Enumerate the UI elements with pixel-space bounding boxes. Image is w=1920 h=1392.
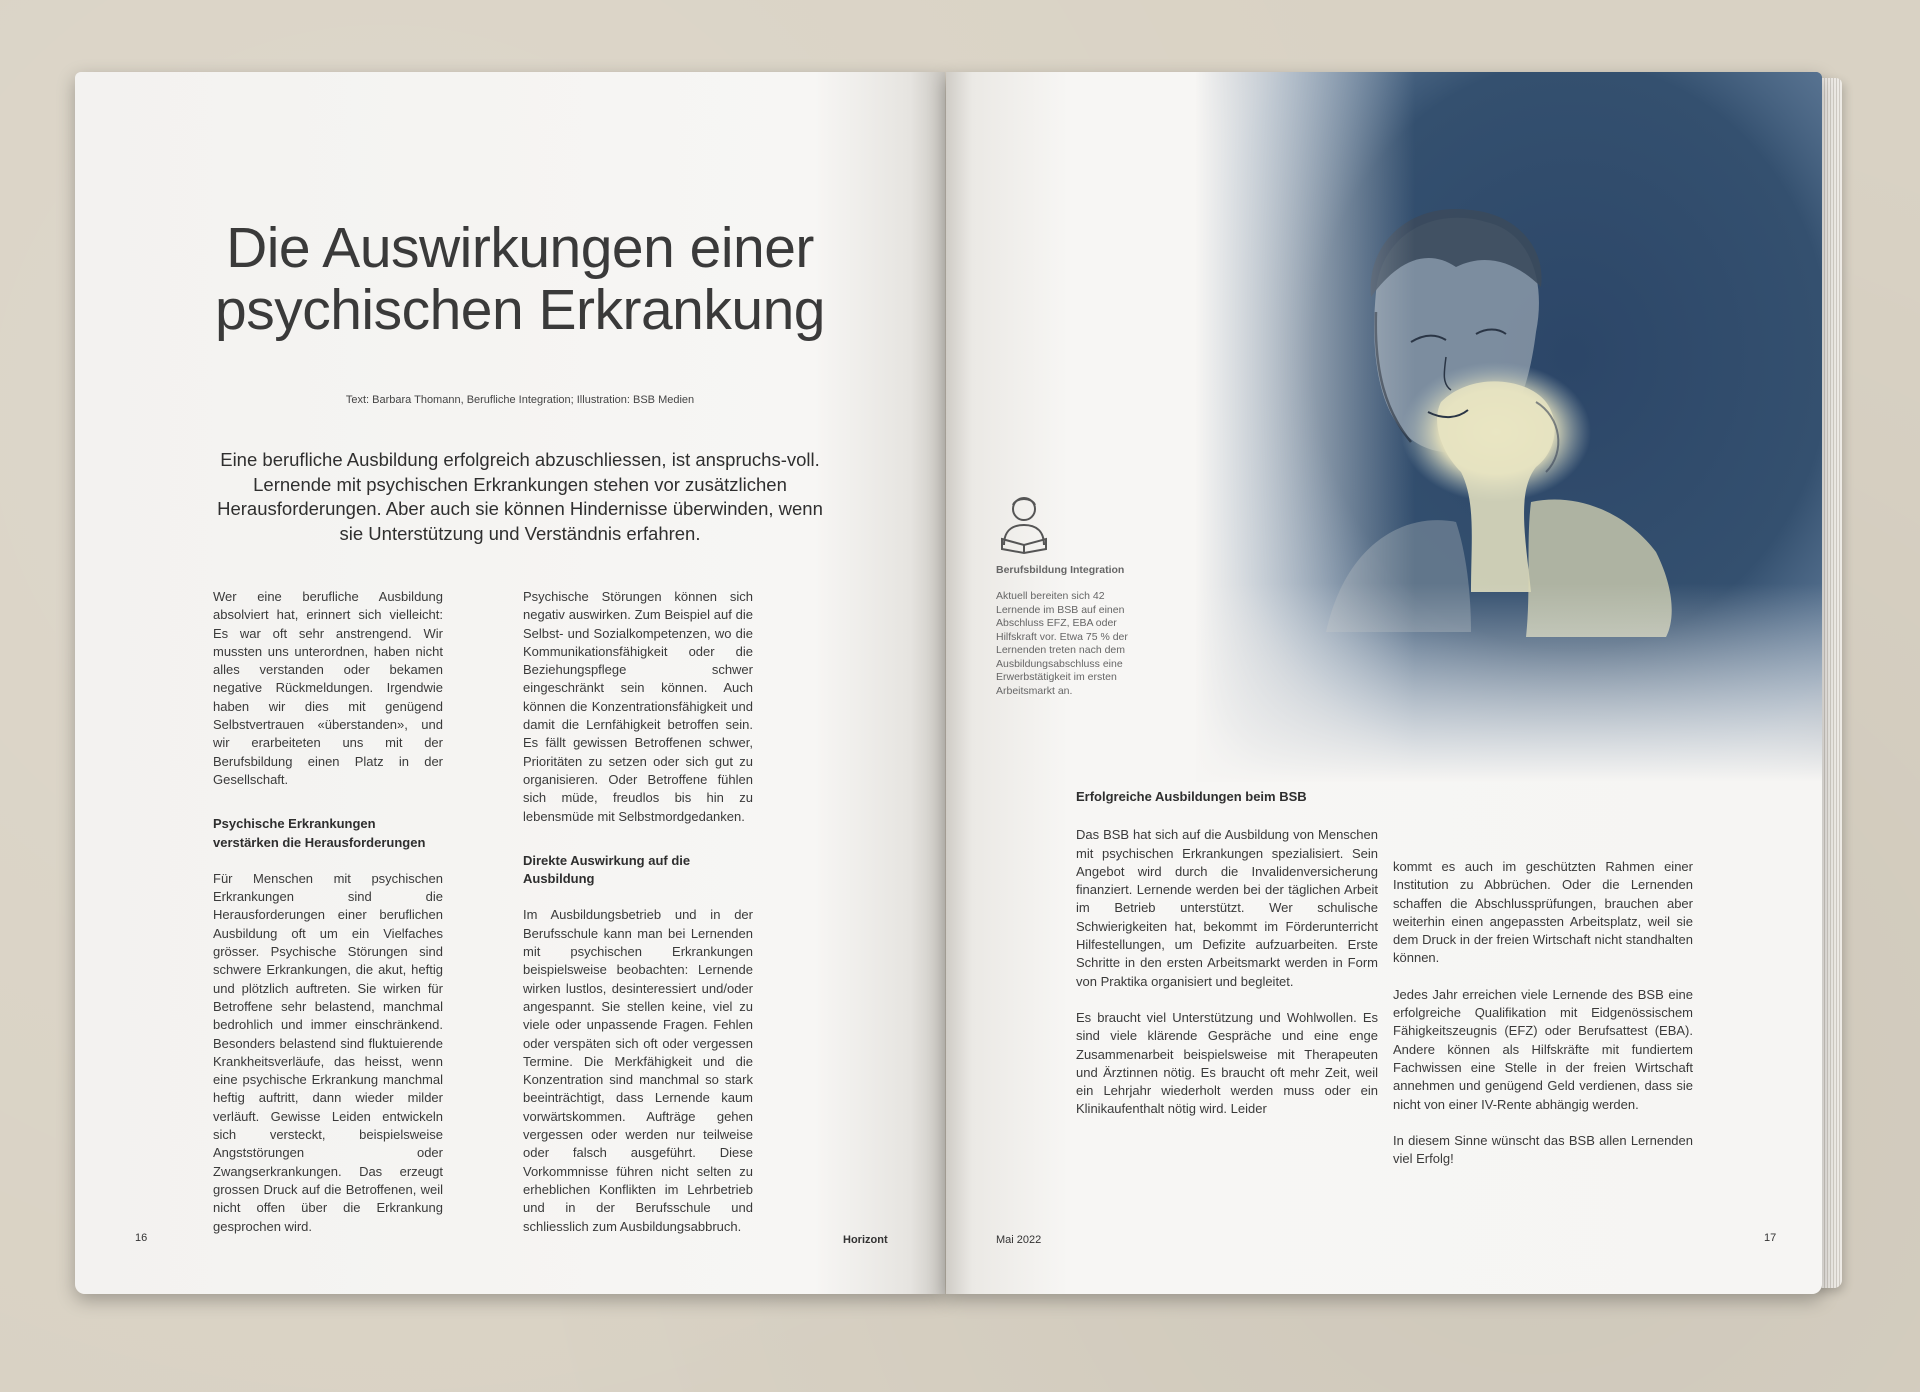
paragraph: Jedes Jahr erreichen viele Lernende des BSB eine erfolgreiche Qualifikation mit Eidgenössischem Fähigkeitszeugnis (EFZ) oder Berufsattest (EBA). Andere können als Hilfskräfte mit fundiertem Fachwissen eine Stelle in der freien Wirtschaft annehmen und genügend Geld verdienen, dass sie nicht von einer IV-Rente abhängig werden. [1393,986,1693,1112]
issue-date: Mai 2022 [996,1234,1042,1246]
paragraph: Das BSB hat sich auf die Ausbildung von Menschen mit psychischen Erkrankungen spezialisiert. Sein Angebot wird durch die Invalidenversicherung finanziert. Lernende werden bei der täglichen Arbeit im Betrieb unterstützt. Wer schulische Schwierigkeiten hat, bekommt im Förderunterricht Hilfestellungen, um Defizite aufzuarbeiten. Erste Schritte in den ersten Arbeitsmarkt werden in Form von Praktika organisiert und begleitet. [1076,827,1378,989]
right-column-2 [1393,858,1693,1186]
title-line-1: Die Auswirkungen einer [226,216,814,280]
paragraph: Im Ausbildungsbetrieb und in der Berufsschule kann man bei Lernenden mit psychischen Erkrankungen beispielsweise beobachten: Lernende wirken lustlos, desinteressiert und/oder angespannt. Sie stellen keine, viel zu viele oder unpassende Fragen. Fehlen oder verspäten sich oft oder vergessen Termine. Die Merkfähigkeit und die Konzentration sind manchmal so stark beeinträchtigt, dass Lernende kaum vorwärtskommen. Aufträge gehen vergessen oder werden nur teilweise oder falsch ausgeführt. Diese Vorkommnisse führen nicht selten zu erheblichen Konflikten im Lehrbetrieb und in der Berufsschule und schliesslich zum Ausbildungsabbruch. [523,907,753,1234]
page-number: 16 [135,1232,148,1244]
paragraph: kommt es auch im geschützten Rahmen einer Institution zu Abbrüchen. Oder die Lernenden schaffen die Abschlussprüfungen, brauchen aber weiterhin einen angepassten Arbeitsplatz, weil sie dem Druck in der freien Wirtschaft nicht standhalten können. [1393,859,1693,966]
title-line-2: psychischen Erkrankung [215,278,825,342]
page-number: 17 [1764,1232,1777,1244]
paragraph: Wer eine berufliche Ausbildung absolviert hat, erinnert sich vielleicht: Es war oft sehr anstrengend. Wir mussten uns unterordnen, haben nicht alles verstanden oder bekamen negative Rückmeldungen. Irgendwie haben wir dies mit genügend Selbstvertrauen «überstanden», und wir erarbeiteten uns mit der Berufsbildung einen Platz in der Gesellschaft. [213,589,443,787]
magazine-name: Horizont [843,1234,888,1246]
article-title [170,217,870,341]
sleeping-person-illustration [1196,72,1822,782]
paragraph: Es braucht viel Unterstützung und Wohlwollen. Es sind viele klärende Gespräche und eine enge Zusammenarbeit beispielsweise mit Therapeuten und Ärztinnen nötig. Es braucht oft mehr Zeit, weil ein Lehrjahr wiederholt werden muss oder ein Klinikaufenthalt nötig wird. Leider [1076,1009,1378,1117]
lead-paragraph: Eine berufliche Ausbildung erfolgreich abzuschliessen, ist anspruchs-voll. Lernende mit psychischen Erkrankungen stehen vor zusätzlichen Herausforderungen. Aber auch sie können Hindernisse überwinden, wenn sie Unterstützung und Verständnis erfahren. [217,449,823,544]
subheading: Erfolgreiche Ausbildungen beim BSB [1076,789,1307,804]
left-page [75,72,945,1294]
subheading: Psychische Erkrankungen verstärken die Herausforderungen [213,816,426,850]
author-credit: Text: Barbara Thomann, Berufliche Integration; Illustration: BSB Medien [345,394,695,406]
subheading: Direkte Auswirkung auf die Ausbildung [523,852,691,887]
paragraph: Für Menschen mit psychischen Erkrankungen sind die Herausforderungen einer beruflichen Ausbildung oft um ein Vielfaches grösser. Psychische Störungen sind schwere Erkrankungen, die akut, heftig und plötzlich auftreten. Sie wirken für Betroffene sehr belastend, manchmal bedrohlich und immer einschränkend. Besonders belastend sind fluktuierende Krankheitsverläufe, das heisst, wenn eine psychische Erkrankung manchmal heftig auftritt, dann wieder milder verläuft. Gewisse Leiden entwickeln sich versteckt, beispielsweise Angststörungen oder Zwangserkrankungen. Das erzeugt grossen Druck auf die Betroffenen, weil nicht offen über die Erkrankung gesprochen wird. [213,870,443,1234]
paragraph: In diesem Sinne wünscht das BSB allen Lernenden viel Erfolg! [1393,1132,1693,1167]
sidebar-text: Aktuell bereiten sich 42 Lernende im BSB auf einen Abschluss EFZ, EBA oder Hilfskraft vor. Etwa 75 % der Lernenden treten nach dem Ausbildungsabschluss eine Erwerbstätigkeit im ersten Arbeitsmarkt an. [996,590,1128,697]
right-column-1 [1076,788,1378,1137]
sidebar-title: Berufsbildung Integration [996,564,1125,576]
student-reading-icon [990,487,1058,555]
paragraph: Psychische Störungen können sich negativ auswirken. Zum Beispiel auf die Selbst- und Sozialkompetenzen, wo die Kommunikationsfähigkeit oder die Beziehungspflege schwer eingeschränkt sein können. Auch können die Konzentrationsfähigkeit und damit die Lernfähigkeit betroffen sein. Es fällt gewissen Betroffenen schwer, Prioritäten zu setzen oder sich gut zu organisieren. Oder Betroffene fühlen sich müde, freudlos bis hin zu lebensmüde mit Selbstmordgedanken. [523,589,753,824]
left-column-2 [523,588,753,1254]
right-page [946,72,1822,1294]
left-column-1 [213,588,443,1254]
